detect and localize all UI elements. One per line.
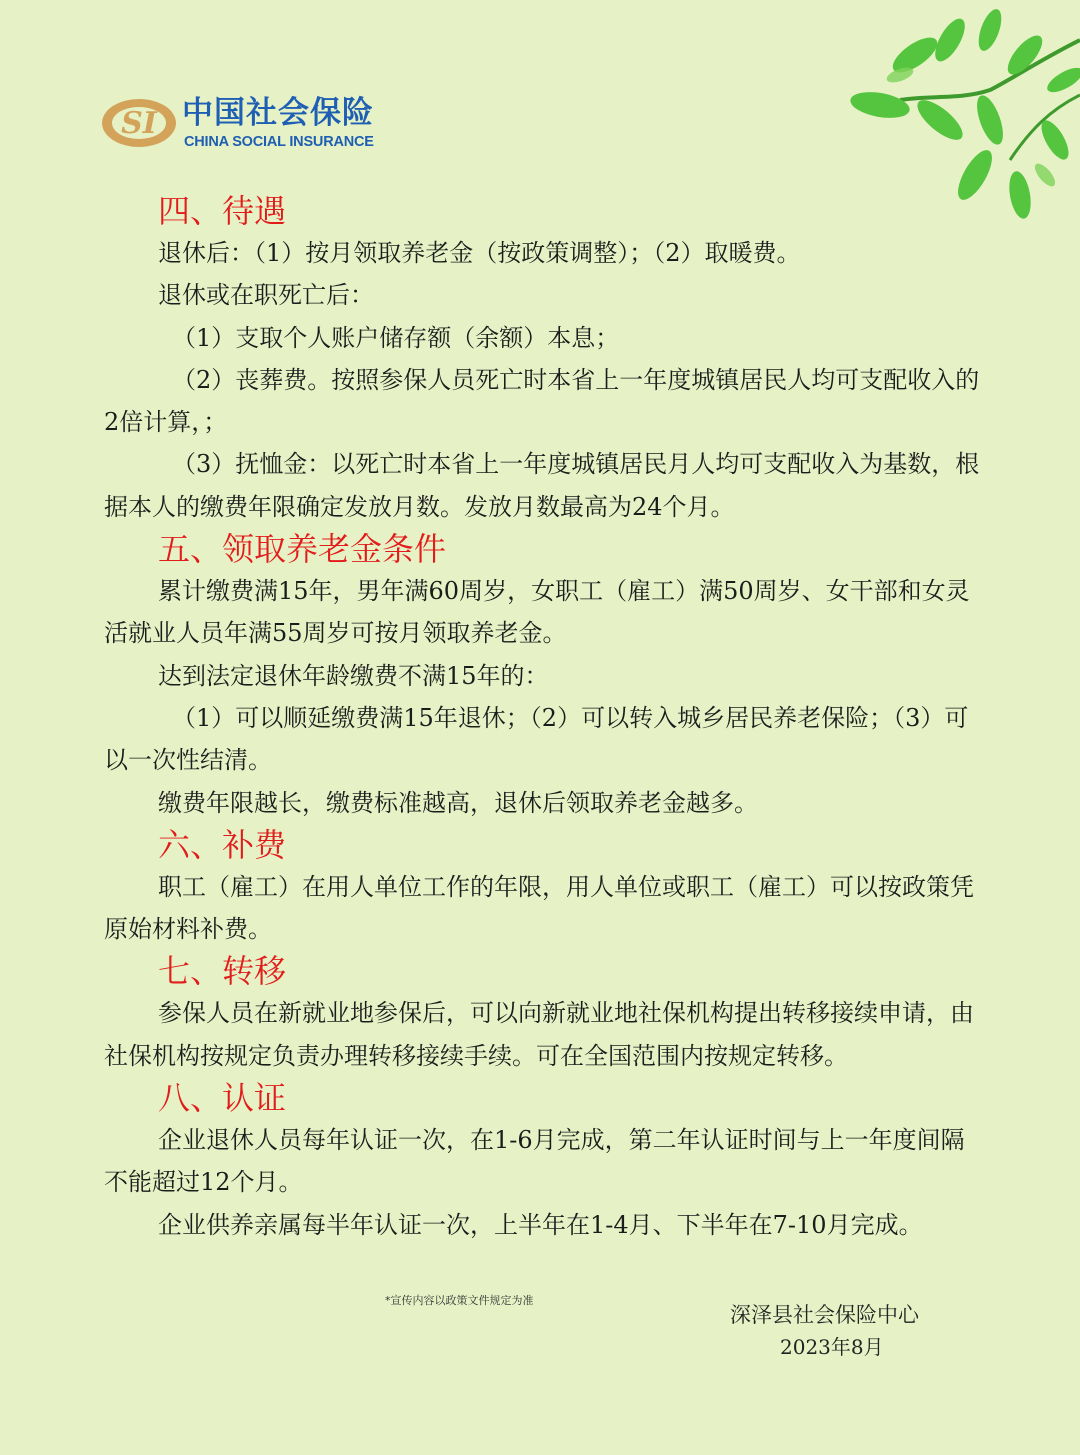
paragraph: （3）抚恤金：以死亡时本省上一年度城镇居民月人均可支配收入为基数，根据本人的缴费年限确定发放月数。发放月数最高为24个月。 xyxy=(104,450,980,521)
section-title-benefits: 四、待遇 xyxy=(158,192,287,230)
si-emblem-icon xyxy=(100,97,178,149)
logo-name-cn: 中国社会保险 xyxy=(182,95,374,131)
paragraph: （2）丧葬费。按照参保人员死亡时本省上一年度城镇居民人均可支配收入的2倍计算，； xyxy=(104,365,980,437)
paragraph: 职工（雇工）在用人单位工作的年限，用人单位或职工（雇工）可以按政策凭原始材料补费。 xyxy=(104,872,974,944)
section-title-supplementary-payment: 六、补费 xyxy=(158,825,287,864)
svg-text:SI: SI xyxy=(121,106,157,141)
paragraph: （1）支取个人账户储存额（余额）本息； xyxy=(172,323,620,352)
paragraph: （1）可以顺延缴费满15年退休；（2）可以转入城乡居民养老保险；（3）可以一次性结清。 xyxy=(104,703,969,775)
disclaimer-note: *宣传内容以政策文件规定为准 xyxy=(385,1294,534,1307)
paragraph: 退休或在职死亡后： xyxy=(158,281,374,310)
china-social-insurance-logo xyxy=(100,95,400,157)
section-title-pension-conditions: 五、领取养老金条件 xyxy=(158,530,447,569)
paragraph: 企业供养亲属每半年认证一次，上半年在1-4月、下半年在7-10月完成。 xyxy=(158,1210,923,1239)
paragraph: 达到法定退休年龄缴费不满15年的： xyxy=(158,661,549,690)
main-content xyxy=(104,190,984,1246)
issuing-organization: 深泽县社会保险中心 xyxy=(730,1303,919,1327)
paragraph: 参保人员在新就业地参保后，可以向新就业地社保机构提出转移接续申请，由社保机构按规定负责办理转移接续手续。可在全国范围内按规定转移。 xyxy=(104,999,974,1070)
paragraph: 企业退休人员每年认证一次，在1-6月完成，第二年认证时间与上一年度间隔不能超过12个月。 xyxy=(104,1126,965,1197)
section-title-certification: 八、认证 xyxy=(158,1079,287,1118)
paragraph: 累计缴费满15年，男年满60周岁，女职工（雇工）满50周岁、女干部和女灵活就业人员年满55周岁可按月领取养老金。 xyxy=(104,577,970,648)
paragraph: 缴费年限越长，缴费标准越高，退休后领取养老金越多。 xyxy=(158,788,758,817)
issue-date: 2023年8月 xyxy=(780,1335,884,1359)
logo-name-en: CHINA SOCIAL INSURANCE xyxy=(184,134,374,150)
paragraph: 退休后：（1）按月领取养老金（按政策调整）；（2）取暖费。 xyxy=(158,239,801,267)
section-title-transfer: 七、转移 xyxy=(158,952,287,991)
